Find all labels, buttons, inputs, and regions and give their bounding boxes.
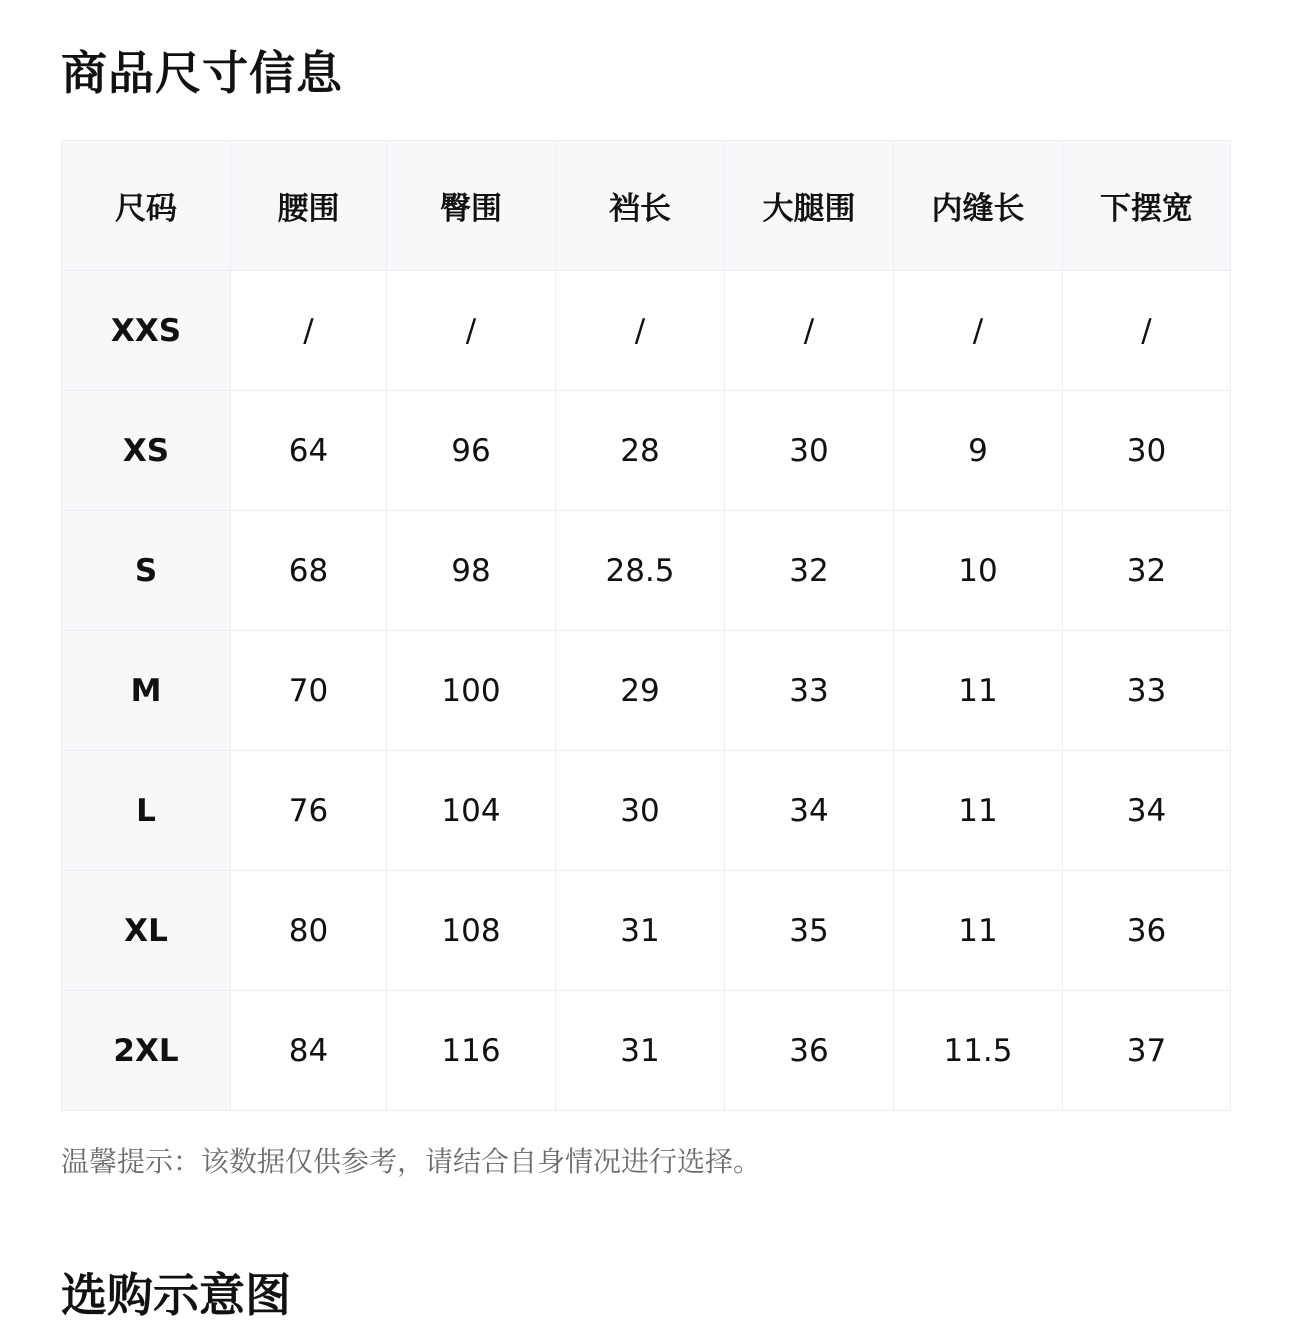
table-cell: 80 [231, 871, 387, 991]
size-cell: XS [62, 391, 231, 511]
table-cell: 64 [231, 391, 387, 511]
table-cell: 33 [725, 631, 894, 751]
table-cell: 28 [556, 391, 725, 511]
table-cell: / [387, 271, 556, 391]
header-hem: 下摆宽 [1063, 141, 1231, 271]
size-cell: L [62, 751, 231, 871]
table-cell: 33 [1063, 631, 1231, 751]
table-cell: 104 [387, 751, 556, 871]
table-row [62, 751, 1231, 871]
table-cell: 31 [556, 871, 725, 991]
table-row [62, 271, 1231, 391]
size-cell: XXS [62, 271, 231, 391]
table-cell: 28.5 [556, 511, 725, 631]
table-cell: 108 [387, 871, 556, 991]
table-cell: 34 [725, 751, 894, 871]
header-waist: 腰围 [231, 141, 387, 271]
size-tip-note: 温馨提示：该数据仅供参考，请结合自身情况进行选择。 [61, 1145, 762, 1178]
table-cell: 10 [894, 511, 1063, 631]
size-cell: 2XL [62, 991, 231, 1111]
table-row [62, 511, 1231, 631]
table-cell: / [725, 271, 894, 391]
table-cell: 34 [1063, 751, 1231, 871]
table-cell: 11.5 [894, 991, 1063, 1111]
size-cell: S [62, 511, 231, 631]
table-row [62, 631, 1231, 751]
table-cell: / [894, 271, 1063, 391]
table-cell: 29 [556, 631, 725, 751]
table-cell: 68 [231, 511, 387, 631]
header-hip: 臀围 [387, 141, 556, 271]
table-row [62, 991, 1231, 1111]
table-cell: 35 [725, 871, 894, 991]
table-cell: 11 [894, 631, 1063, 751]
table-header-row [62, 141, 1231, 271]
section-title: 商品尺寸信息 [61, 46, 343, 100]
table-cell: 100 [387, 631, 556, 751]
table-cell: 37 [1063, 991, 1231, 1111]
table-cell: 70 [231, 631, 387, 751]
table-cell: 36 [725, 991, 894, 1111]
size-table [61, 140, 1231, 1111]
table-cell: 32 [725, 511, 894, 631]
header-rise: 裆长 [556, 141, 725, 271]
table-row [62, 871, 1231, 991]
table-cell: 30 [556, 751, 725, 871]
table-cell: 98 [387, 511, 556, 631]
size-cell: M [62, 631, 231, 751]
table-cell: 32 [1063, 511, 1231, 631]
table-cell: / [1063, 271, 1231, 391]
table-cell: / [231, 271, 387, 391]
header-thigh: 大腿围 [725, 141, 894, 271]
size-cell: XL [62, 871, 231, 991]
table-cell: 96 [387, 391, 556, 511]
table-cell: 30 [1063, 391, 1231, 511]
table-cell: 116 [387, 991, 556, 1111]
table-row [62, 391, 1231, 511]
table-cell: 9 [894, 391, 1063, 511]
next-section-title: 选购示意图 [61, 1268, 291, 1322]
table-cell: 76 [231, 751, 387, 871]
table-cell: 11 [894, 871, 1063, 991]
table-cell: 36 [1063, 871, 1231, 991]
header-inseam: 内缝长 [894, 141, 1063, 271]
header-size: 尺码 [62, 141, 231, 271]
table-cell: 30 [725, 391, 894, 511]
table-cell: 84 [231, 991, 387, 1111]
table-cell: / [556, 271, 725, 391]
table-cell: 31 [556, 991, 725, 1111]
table-cell: 11 [894, 751, 1063, 871]
